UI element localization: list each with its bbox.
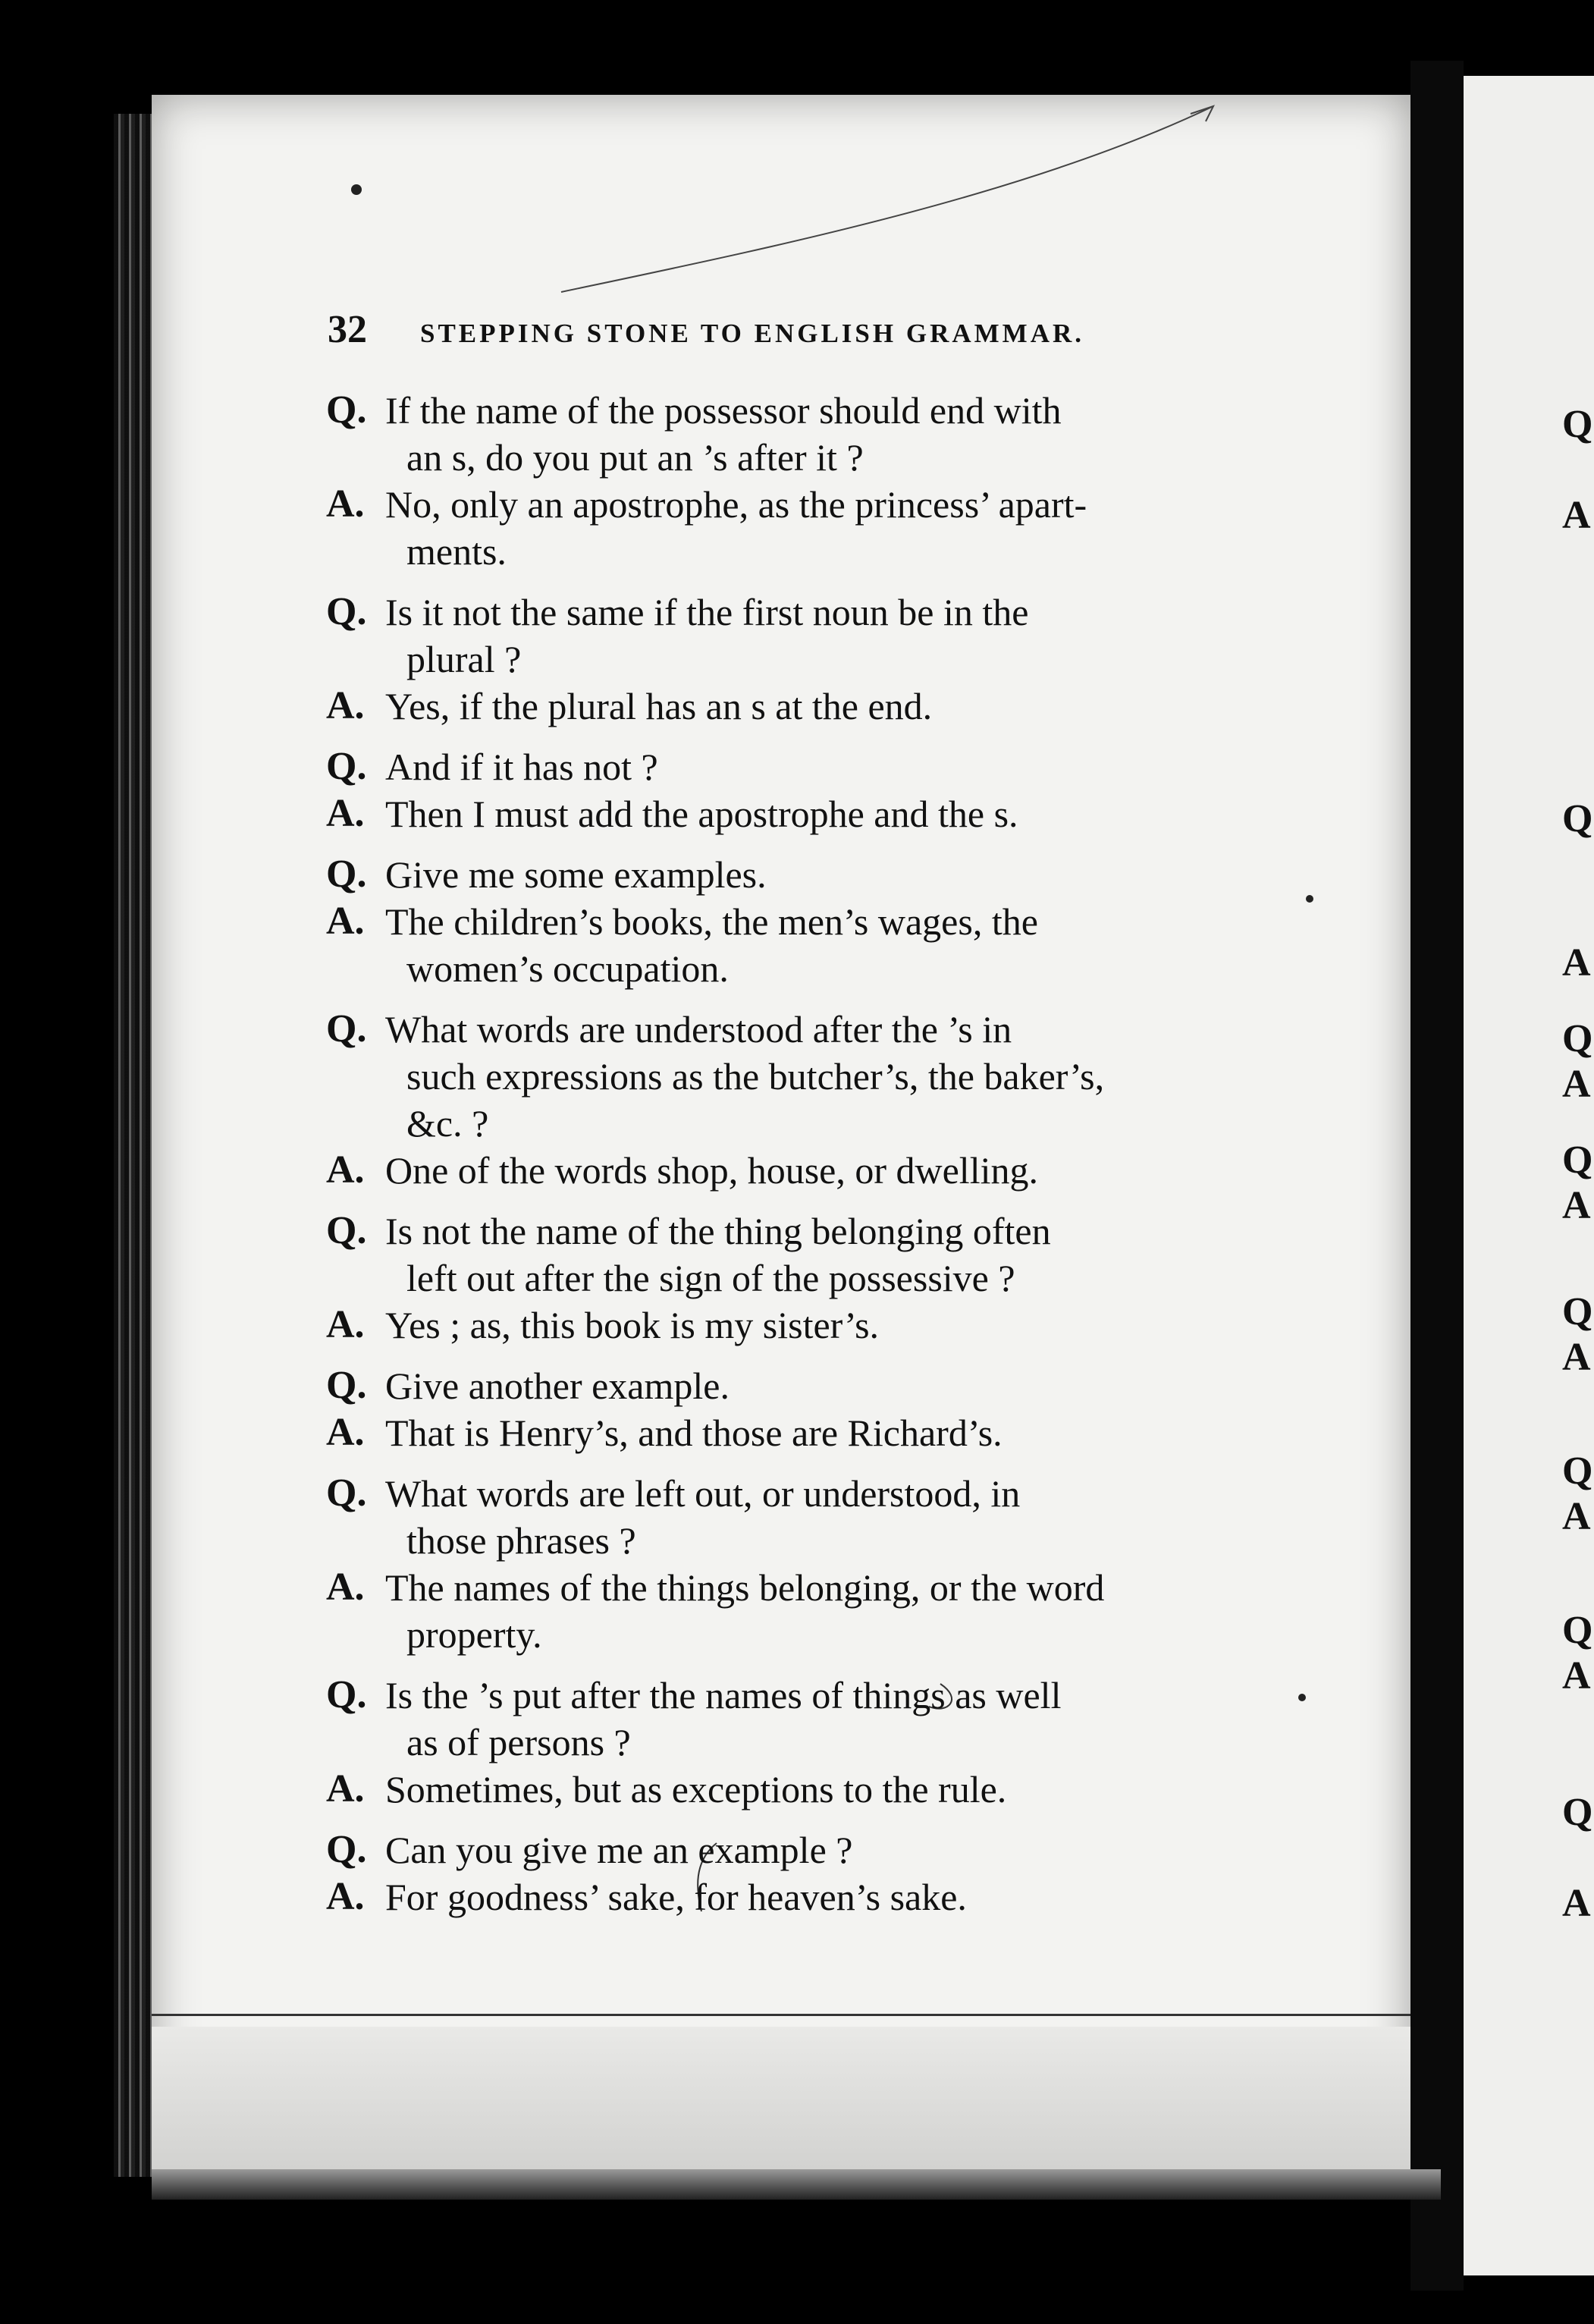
margin-letter: A [1562, 1654, 1591, 1697]
entry-line: women’s occupation. [406, 947, 729, 990]
entry-line: left out after the sign of the possessive ? [406, 1257, 1015, 1299]
margin-letter: Q [1562, 1290, 1593, 1333]
qa-entry [326, 898, 1304, 992]
margin-letter: Q [1562, 1449, 1593, 1493]
entry-line: Give another example. [385, 1365, 730, 1407]
entry-line: plural ? [406, 638, 522, 680]
entry-text [385, 898, 1304, 992]
qa-entry [326, 589, 1304, 683]
qa-entry [326, 1470, 1304, 1564]
margin-letter: A [1562, 941, 1591, 985]
entry-label: A. [326, 684, 365, 727]
entry-label: A. [326, 1411, 365, 1454]
entry-line: Yes, if the plural has an s at the end. [385, 685, 933, 727]
margin-letter: A [1562, 1063, 1591, 1106]
margin-letter: Q [1562, 403, 1593, 446]
margin-letter: Q [1562, 1791, 1593, 1834]
page-bottom-margin [152, 2027, 1410, 2188]
entry-line: If the name of the possessor should end with [385, 389, 1062, 432]
margin-letter: A [1562, 494, 1591, 537]
entry-label: A. [326, 1875, 365, 1918]
entry-line: Is it not the same if the first noun be in the [385, 591, 1029, 633]
entry-label: A. [326, 1148, 365, 1192]
qa-entry [326, 1873, 1304, 1920]
page-gutter [1410, 61, 1464, 2291]
qa-entry [326, 1006, 1304, 1147]
qa-entry [326, 1766, 1304, 1813]
entry-line: Give me some examples. [385, 853, 767, 896]
entry-line: What words are understood after the ’s in [385, 1008, 1012, 1051]
entry-line: those phrases ? [406, 1519, 636, 1562]
entry-line: No, only an apostrophe, as the princess’ apart- [385, 483, 1087, 526]
entry-text [385, 1302, 1304, 1349]
qa-entry [326, 1564, 1304, 1658]
entry-line: &c. ? [406, 1102, 489, 1145]
entry-line: as of persons ? [406, 1721, 631, 1763]
entry-text [385, 1470, 1304, 1564]
entry-line: an s, do you put an ’s after it ? [406, 436, 864, 479]
entry-text [385, 790, 1304, 837]
entry-label: Q. [326, 1471, 367, 1515]
margin-letter: Q [1562, 1138, 1593, 1182]
entry-label: Q. [326, 853, 367, 896]
entry-text [385, 1766, 1304, 1813]
entry-text [385, 1006, 1304, 1147]
page-number: 32 [328, 308, 367, 351]
entry-text [385, 743, 1304, 790]
page-header [328, 307, 1329, 352]
entry-label: A. [326, 482, 365, 526]
page-bottom-edge [152, 2169, 1441, 2200]
entry-text [385, 387, 1304, 481]
qa-entry [326, 683, 1304, 730]
entry-label: A. [326, 900, 365, 943]
margin-letter: A [1562, 1184, 1591, 1227]
entry-label: Q. [326, 1673, 367, 1716]
margin-letter: Q [1562, 1609, 1593, 1652]
entry-text [385, 1208, 1304, 1302]
entry-label: Q. [326, 388, 367, 432]
entry-text [385, 683, 1304, 730]
entry-line: And if it has not ? [385, 746, 658, 788]
entry-label: Q. [326, 1828, 367, 1871]
margin-letter: Q [1562, 797, 1593, 840]
margin-letter: A [1562, 1495, 1591, 1538]
qa-entry [326, 1208, 1304, 1302]
entry-line: What words are left out, or understood, in [385, 1472, 1021, 1515]
entry-label: Q. [326, 1007, 367, 1051]
entry-line: One of the words shop, house, or dwelling. [385, 1149, 1038, 1192]
entry-label: A. [326, 1566, 365, 1609]
entry-text [385, 1147, 1304, 1194]
running-title: STEPPING STONE TO ENGLISH GRAMMAR. [420, 319, 1085, 348]
entry-line: property. [406, 1613, 542, 1656]
entry-line: ments. [406, 530, 507, 573]
entry-text [385, 589, 1304, 683]
entry-line: The names of the things belonging, or the word [385, 1566, 1105, 1609]
entry-line: For goodness’ sake, for heaven’s sake. [385, 1876, 967, 1918]
entry-text [385, 1672, 1304, 1766]
entry-label: A. [326, 1767, 365, 1811]
margin-letter: Q [1562, 1017, 1593, 1060]
qa-entry [326, 1147, 1304, 1194]
entry-label: Q. [326, 1209, 367, 1252]
qa-entry [326, 1302, 1304, 1349]
entry-line: Can you give me an example ? [385, 1829, 853, 1871]
entry-text [385, 1362, 1304, 1409]
qa-entry [326, 1362, 1304, 1409]
entry-label: Q. [326, 1364, 367, 1407]
qa-entry [326, 1672, 1304, 1766]
qa-entry [326, 481, 1304, 575]
entry-label: Q. [326, 745, 367, 788]
entry-line: Is not the name of the thing belonging often [385, 1210, 1051, 1252]
entry-line: Yes ; as, this book is my sister’s. [385, 1304, 880, 1346]
entry-line: Sometimes, but as exceptions to the rule. [385, 1768, 1007, 1811]
entry-label: Q. [326, 590, 367, 633]
qa-entry [326, 1826, 1304, 1873]
entry-text [385, 1826, 1304, 1873]
entry-text [385, 1409, 1304, 1456]
margin-letter: A [1562, 1882, 1591, 1925]
entry-line: That is Henry’s, and those are Richard’s. [385, 1412, 1003, 1454]
entry-label: A. [326, 1303, 365, 1346]
entry-line: Then I must add the apostrophe and the s. [385, 793, 1018, 835]
qa-entry [326, 1409, 1304, 1456]
entry-line: The children’s books, the men’s wages, the [385, 900, 1038, 943]
qa-list [326, 387, 1304, 1920]
entry-text [385, 1564, 1304, 1658]
qa-entry [326, 790, 1304, 837]
entry-text [385, 1873, 1304, 1920]
margin-letter: A [1562, 1336, 1591, 1379]
qa-entry [326, 387, 1304, 481]
entry-line: Is the ’s put after the names of things as well [385, 1674, 1062, 1716]
qa-entry [326, 851, 1304, 898]
entry-text [385, 851, 1304, 898]
entry-line: such expressions as the butcher’s, the baker’s, [406, 1055, 1105, 1098]
entry-label: A. [326, 792, 365, 835]
entry-text [385, 481, 1304, 575]
qa-entry [326, 743, 1304, 790]
